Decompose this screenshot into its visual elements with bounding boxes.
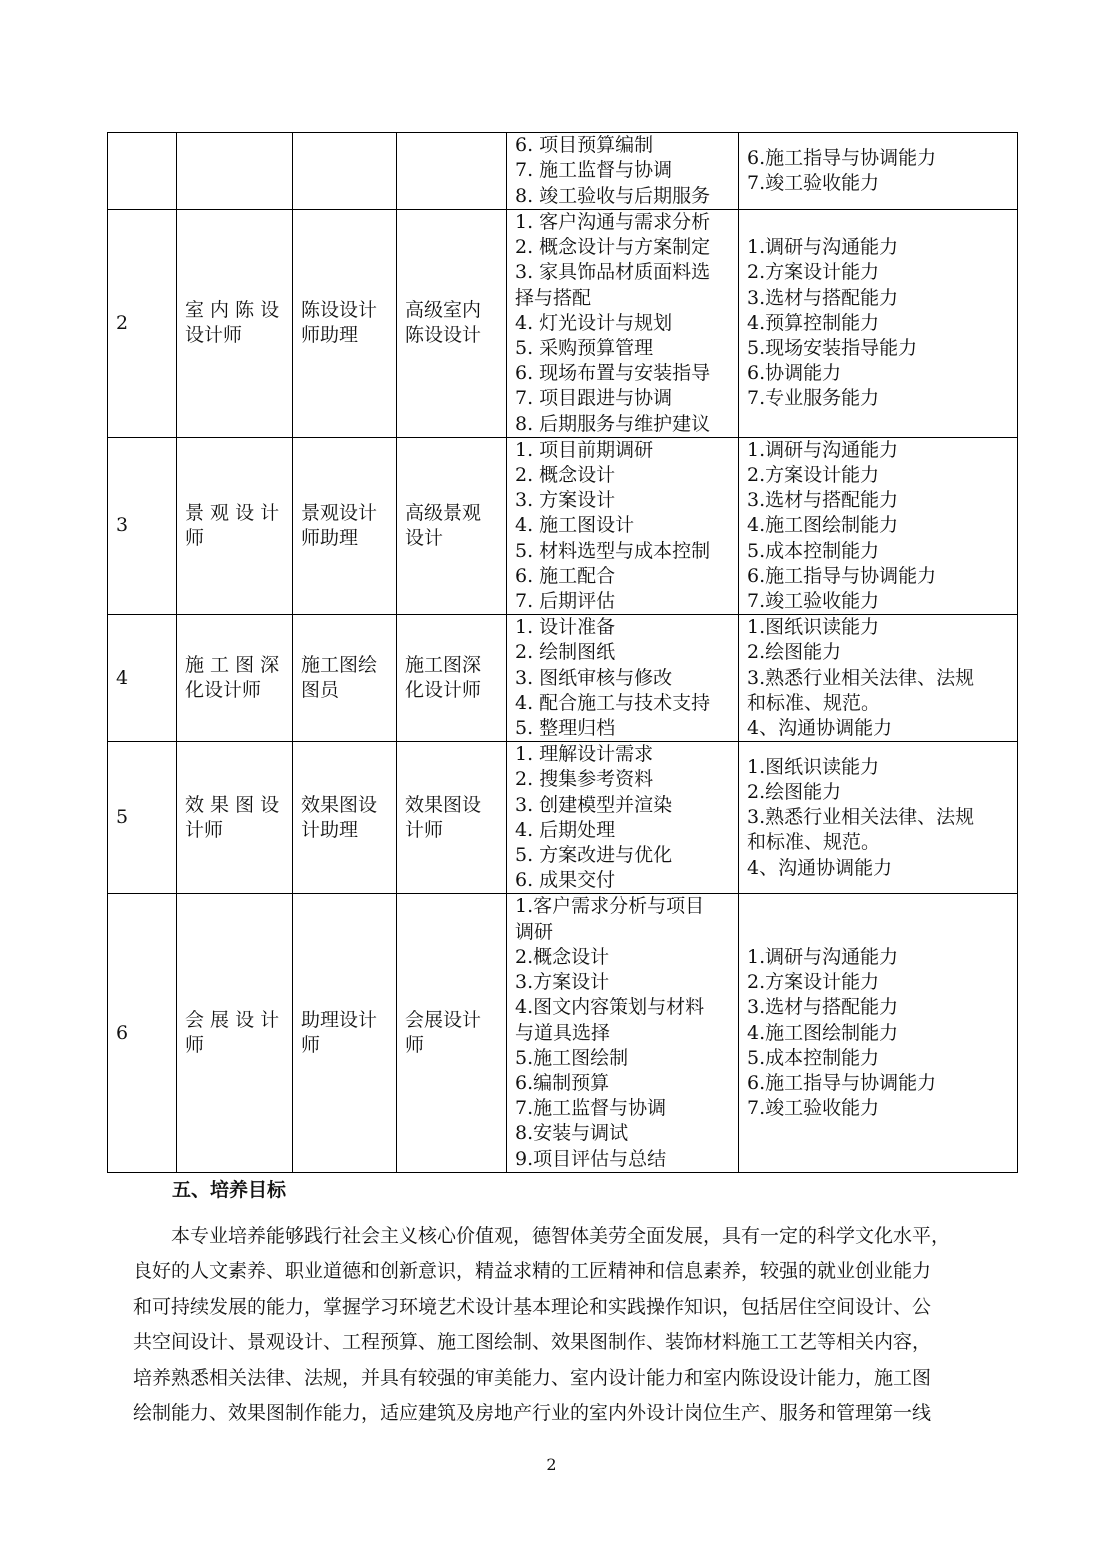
row-number-cell <box>108 133 177 210</box>
duty-item: 8. 竣工验收与后期服务 <box>515 184 711 207</box>
ability-item: 6.协调能力 <box>747 362 842 385</box>
job-title-cell <box>177 615 293 742</box>
duty-item: 7. 施工监督与协调 <box>515 159 673 182</box>
duty-item: 择与搭配 <box>515 286 592 309</box>
row-number-cell <box>108 894 177 1172</box>
job-title-cell <box>177 133 293 210</box>
entry-position-cell <box>293 615 397 742</box>
senior-position-line: 计师 <box>405 818 444 841</box>
job-title-line: 施 工 图 深 <box>185 654 280 677</box>
senior-position-line: 师 <box>405 1034 425 1057</box>
senior-position-line: 效果图设 <box>405 793 482 816</box>
abilities-cell <box>739 133 1018 210</box>
duty-item: 2. 概念设计 <box>515 464 616 487</box>
table-row <box>108 894 1018 1172</box>
ability-item: 3.熟悉行业相关法律、法规 <box>747 666 975 689</box>
duty-item: 9.项目评估与总结 <box>515 1147 667 1170</box>
ability-item: 5.现场安装指导能力 <box>747 337 918 360</box>
ability-item: 5.成本控制能力 <box>747 539 880 562</box>
career-table <box>107 132 1018 1173</box>
senior-position-cell <box>397 615 507 742</box>
duty-item: 1. 项目前期调研 <box>515 438 654 461</box>
duty-item: 5. 采购预算管理 <box>515 337 654 360</box>
ability-item: 1.调研与沟通能力 <box>747 236 899 259</box>
duty-item: 3. 家具饰品材质面料选 <box>515 261 711 284</box>
ability-item: 6.施工指导与协调能力 <box>747 564 937 587</box>
ability-item: 3.选材与搭配能力 <box>747 489 899 512</box>
job-title-line: 师 <box>185 1034 205 1057</box>
senior-position-cell <box>397 133 507 210</box>
table-body <box>108 133 1018 1173</box>
senior-position-line: 化设计师 <box>405 679 482 702</box>
job-title-cell <box>177 894 293 1172</box>
page-number: 2 <box>546 1455 557 1474</box>
duties-cell <box>507 742 739 894</box>
ability-item: 1.调研与沟通能力 <box>747 945 899 968</box>
job-title-line: 计师 <box>185 818 224 841</box>
duty-item: 7. 后期评估 <box>515 590 616 613</box>
senior-position-cell <box>397 742 507 894</box>
ability-item: 2.绘图能力 <box>747 641 842 664</box>
entry-position-line: 助理设计 <box>301 1008 378 1031</box>
ability-item: 2.方案设计能力 <box>747 261 880 284</box>
row-number-cell <box>108 742 177 894</box>
duties-cell <box>507 615 739 742</box>
ability-item: 7.竣工验收能力 <box>747 172 880 194</box>
entry-position-line: 施工图绘 <box>301 654 378 677</box>
senior-position-cell <box>397 210 507 438</box>
paragraph-line: 本专业培养能够践行社会主义核心价值观，德智体美劳全面发展，具有一定的科学文化水平， <box>171 1225 951 1247</box>
table-row <box>108 133 1018 210</box>
abilities-cell <box>739 615 1018 742</box>
duty-item: 2. 概念设计与方案制定 <box>515 236 711 259</box>
paragraph-line: 和可持续发展的能力，掌握学习环境艺术设计基本理论和实践操作知识，包括居住空间设计、公 <box>133 1295 932 1318</box>
duties-cell <box>507 210 739 438</box>
duty-item: 5. 整理归档 <box>515 717 616 740</box>
ability-item: 和标准、规范。 <box>747 831 881 854</box>
duty-item: 3. 创建模型并渲染 <box>515 793 673 816</box>
entry-position-cell <box>293 133 397 210</box>
duties-cell <box>507 437 739 614</box>
job-title-line: 景 观 设 计 <box>185 501 280 524</box>
duty-item: 4. 配合施工与技术支持 <box>515 691 711 714</box>
ability-item: 4.预算控制能力 <box>747 311 880 334</box>
table-row <box>108 210 1018 438</box>
duty-item: 6. 现场布置与安装指导 <box>515 362 711 385</box>
duty-item: 4. 后期处理 <box>515 818 616 841</box>
senior-position-line: 施工图深 <box>405 654 482 677</box>
entry-position-cell <box>293 437 397 614</box>
row-number-cell <box>108 437 177 614</box>
row-number-cell <box>108 615 177 742</box>
duty-item: 7.施工监督与协调 <box>515 1097 667 1120</box>
entry-position-line: 师助理 <box>301 527 359 550</box>
job-title-line: 化设计师 <box>185 679 262 702</box>
ability-item: 1.图纸识读能力 <box>747 616 880 639</box>
duty-item: 调研 <box>515 920 554 943</box>
entry-position-cell <box>293 742 397 894</box>
duty-item: 8.安装与调试 <box>515 1122 629 1145</box>
row-number: 3 <box>116 514 129 537</box>
senior-position-cell <box>397 894 507 1172</box>
ability-item: 7.竣工验收能力 <box>747 590 880 613</box>
duty-item: 6. 施工配合 <box>515 564 616 587</box>
row-number: 6 <box>116 1021 129 1044</box>
ability-item: 6.施工指导与协调能力 <box>747 1071 937 1094</box>
job-title-line: 效 果 图 设 <box>185 793 280 816</box>
job-title-line: 师 <box>185 527 205 550</box>
duty-item: 5. 方案改进与优化 <box>515 844 673 867</box>
duty-item: 5.施工图绘制 <box>515 1046 629 1069</box>
senior-position-line: 设计 <box>405 527 444 550</box>
ability-item: 2.方案设计能力 <box>747 464 880 487</box>
duty-item: 6. 项目预算编制 <box>515 134 654 157</box>
senior-position-line: 会展设计 <box>405 1008 482 1031</box>
duty-item: 2. 绘制图纸 <box>515 641 616 664</box>
abilities-cell <box>739 210 1018 438</box>
ability-item: 4、沟通协调能力 <box>747 717 893 740</box>
job-title-cell <box>177 437 293 614</box>
entry-position-line: 陈设设计 <box>301 299 378 322</box>
ability-item: 2.绘图能力 <box>747 781 842 804</box>
duty-item: 6. 成果交付 <box>515 869 616 892</box>
paragraph-line: 良好的人文素养、职业道德和创新意识，精益求精的工匠精神和信息素养，较强的就业创业能力 <box>133 1260 932 1283</box>
duty-item: 4.图文内容策划与材料 <box>515 996 705 1019</box>
abilities-cell <box>739 894 1018 1172</box>
duties-cell <box>507 894 739 1172</box>
senior-position-cell <box>397 437 507 614</box>
entry-position-line: 师 <box>301 1034 321 1057</box>
job-title-line: 会 展 设 计 <box>185 1008 280 1031</box>
duty-item: 3. 图纸审核与修改 <box>515 666 673 689</box>
ability-item: 7.专业服务能力 <box>747 387 880 410</box>
entry-position-cell <box>293 894 397 1172</box>
job-title-line: 设计师 <box>185 324 243 347</box>
duty-item: 3. 方案设计 <box>515 489 616 512</box>
abilities-cell <box>739 437 1018 614</box>
paragraph-line: 共空间设计、景观设计、工程预算、施工图绘制、效果图制作、装饰材料施工工艺等相关内容， <box>133 1331 932 1354</box>
ability-item: 4.施工图绘制能力 <box>747 514 899 537</box>
ability-item: 5.成本控制能力 <box>747 1046 880 1069</box>
duty-item: 2.概念设计 <box>515 945 610 968</box>
duty-item: 1. 理解设计需求 <box>515 743 654 766</box>
paragraph-line: 培养熟悉相关法律、法规，并具有较强的审美能力、室内设计能力和室内陈设设计能力，施工图 <box>133 1366 932 1389</box>
duty-item: 5. 材料选型与成本控制 <box>515 539 711 562</box>
duty-item: 3.方案设计 <box>515 971 610 994</box>
row-number: 5 <box>116 806 129 829</box>
senior-position-line: 陈设设计 <box>405 324 482 347</box>
section-paragraph <box>133 1219 969 1431</box>
ability-item: 1.图纸识读能力 <box>747 755 880 778</box>
ability-item: 和标准、规范。 <box>747 691 881 714</box>
ability-item: 3.选材与搭配能力 <box>747 286 899 309</box>
senior-position-line: 高级室内 <box>405 299 482 322</box>
ability-item: 4、沟通协调能力 <box>747 856 893 879</box>
entry-position-line: 师助理 <box>301 324 359 347</box>
duty-item: 4. 施工图设计 <box>515 514 635 537</box>
table-row <box>108 615 1018 742</box>
entry-position-line: 图员 <box>301 679 340 702</box>
duty-item: 1.客户需求分析与项目 <box>515 895 705 918</box>
table-row <box>108 437 1018 614</box>
ability-item: 3.熟悉行业相关法律、法规 <box>747 806 975 829</box>
duties-cell <box>507 133 739 210</box>
table-row <box>108 742 1018 894</box>
entry-position-cell <box>293 210 397 438</box>
job-title-line: 室 内 陈 设 <box>185 299 280 322</box>
senior-position-line: 高级景观 <box>405 501 482 524</box>
duty-item: 2. 搜集参考资料 <box>515 768 654 791</box>
row-number: 4 <box>116 666 129 689</box>
entry-position-line: 计助理 <box>301 818 359 841</box>
duty-item: 7. 项目跟进与协调 <box>515 387 673 410</box>
ability-item: 3.选材与搭配能力 <box>747 996 899 1019</box>
job-title-cell <box>177 742 293 894</box>
ability-item: 2.方案设计能力 <box>747 971 880 994</box>
section-heading: 五、培养目标 <box>172 1179 287 1201</box>
ability-item: 1.调研与沟通能力 <box>747 438 899 461</box>
ability-item: 4.施工图绘制能力 <box>747 1021 899 1044</box>
duty-item: 1. 客户沟通与需求分析 <box>515 211 711 233</box>
duty-item: 1. 设计准备 <box>515 616 616 639</box>
row-number: 2 <box>116 311 129 334</box>
paragraph-line: 绘制能力、效果图制作能力，适应建筑及房地产行业的室内外设计岗位生产、服务和管理第一线 <box>133 1402 932 1425</box>
ability-item: 7.竣工验收能力 <box>747 1097 880 1120</box>
row-number-cell <box>108 210 177 438</box>
duty-item: 4. 灯光设计与规划 <box>515 311 673 334</box>
ability-item: 6.施工指导与协调能力 <box>747 146 937 169</box>
duty-item: 8. 后期服务与维护建议 <box>515 412 711 435</box>
job-title-cell <box>177 210 293 438</box>
duty-item: 与道具选择 <box>515 1021 611 1044</box>
entry-position-line: 效果图设 <box>301 793 378 816</box>
entry-position-line: 景观设计 <box>301 501 378 524</box>
duty-item: 6.编制预算 <box>515 1071 610 1094</box>
abilities-cell <box>739 742 1018 894</box>
